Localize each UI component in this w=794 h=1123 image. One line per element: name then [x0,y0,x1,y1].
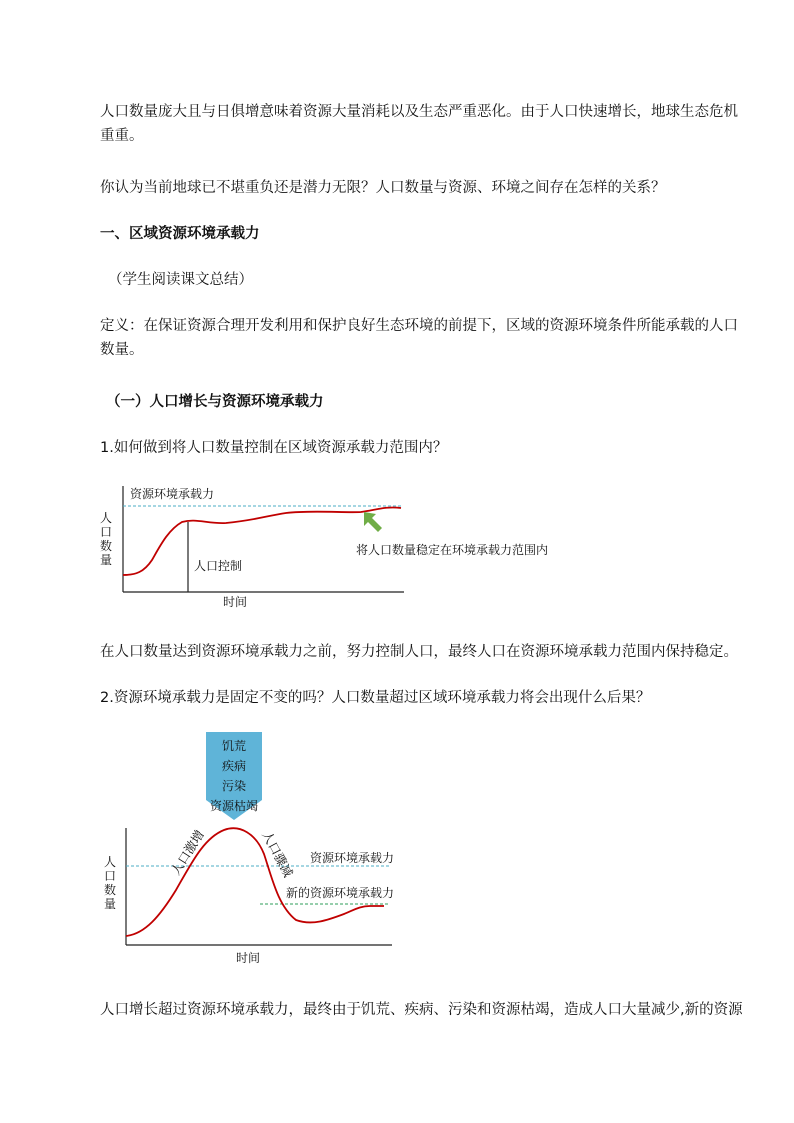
answer-1: 在人口数量达到资源环境承载力之前，努力控制人口，最终人口在资源环境承载力范围内保持稳定。 [100,644,738,660]
fig2-new-capacity-label: 新的资源环境承载力 [286,886,395,900]
fig1-x-label: 时间 [223,595,248,609]
question-2: 2.资源环境承载力是固定不变的吗？人口数量超过区域环境承载力将会出现什么后果？ [100,690,651,706]
question-1: 1.如何做到将人口数量控制在区域资源承载力范围内？ [100,440,448,456]
answer-2: 人口增长超过资源环境承载力，最终由于饥荒、疾病、污染和资源枯竭，造成人口大量减少,新的资源 [100,1002,743,1018]
fig2-banner-item-2: 污染 [221,779,247,793]
question-paragraph: 你认为当前地球已不堪重负还是潜力无限？人口数量与资源、环境之间存在怎样的关系？ [100,180,666,196]
reading-note: （学生阅读课文总结） [108,272,253,288]
figure-population-overshoot [100,728,420,973]
definition-paragraph: 定义：在保证资源合理开发利用和保护良好生态环境的前提下，区域的资源环境条件所能承载的人口数量。 [100,318,738,358]
fig2-y-label: 人口数量 [104,855,117,911]
section-heading-1: 一、区域资源环境承载力 [100,226,260,242]
intro-paragraph: 人口数量庞大且与日俱增意味着资源大量消耗以及生态严重恶化。由于人口快速增长，地球生态危机重重。 [100,104,738,144]
fig2-banner-item-1: 疾病 [221,759,247,773]
fig1-population-curve [123,507,401,575]
fig1-y-label: 人口数量 [100,511,113,567]
fig2-x-label: 时间 [236,951,261,965]
fig1-arrow-icon [364,512,382,532]
fig1-capacity-label: 资源环境承载力 [130,487,215,501]
fig2-population-curve [126,828,384,936]
fig2-fall-label: 人口骤减 [259,828,297,880]
fig2-capacity-label: 资源环境承载力 [310,851,395,865]
fig2-banner-item-0: 饥荒 [221,739,247,753]
fig2-banner-item-3: 资源枯竭 [209,799,259,813]
figure-population-control [96,480,549,610]
fig2-rise-label: 人口激增 [167,827,208,878]
fig1-control-label: 人口控制 [194,559,243,573]
fig1-arrow-label: 将人口数量稳定在环境承载力范围内 [356,543,549,557]
section-heading-2: （一）人口增长与资源环境承载力 [106,394,324,410]
